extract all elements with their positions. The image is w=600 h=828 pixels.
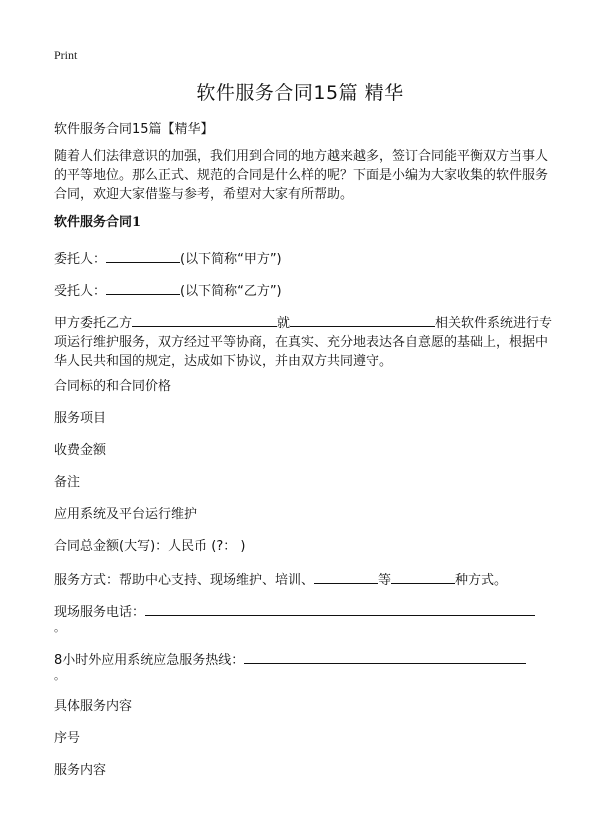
total-amount-line: 合同总金额(大写)：人民币 (?： ) (54, 539, 246, 554)
service-mode-text-2: 等 (378, 573, 392, 588)
service-mode-text-1: 服务方式：帮助中心支持、现场维护、培训、 (54, 573, 315, 588)
contractor-label: 受托人： (54, 284, 107, 299)
intro-paragraph: 随着人们法律意识的加强，我们用到合同的地方越来越多，签订合同能平衡双方当事人的平等地位。那么正式、规范的合同是什么样的呢？下面是小编为大家收集的软件服务合同，欢迎大家借鉴与参考，希望对大家有所帮助。 (54, 149, 549, 202)
fee-amount-line: 收费金额 (54, 443, 107, 458)
contractor-line (54, 280, 554, 301)
service-item-line: 服务项目 (54, 411, 107, 426)
client-label: 委托人： (54, 252, 107, 267)
client-suffix: (以下简称“甲方”) (180, 252, 282, 267)
service-mode-blank-2 (391, 569, 455, 584)
section-heading: 软件服务合同1 (54, 215, 142, 230)
service-mode-text-3: 种方式。 (455, 573, 508, 588)
onsite-phone-blank (145, 601, 535, 616)
client-blank (106, 248, 180, 263)
print-link[interactable]: Print (54, 48, 78, 62)
subject-price-line: 合同标的和合同价格 (54, 379, 172, 394)
contractor-blank (106, 280, 180, 295)
hotline-end: 。 (54, 669, 65, 682)
service-mode-line (54, 569, 554, 590)
agreement-blank-1 (132, 312, 277, 327)
page-title: 软件服务合同15篇 精华 (196, 82, 404, 104)
agreement-text-3: 相关软件系统进行专项运行维护服务，双方经过平等协商，在真实、充分地表达各自意愿的基础上，根据中华人民共和国的规定，达成如下协议，并由双方共同遵守。 (54, 316, 553, 369)
serial-no-line: 序号 (54, 731, 81, 746)
agreement-text-1: 甲方委托乙方 (54, 316, 133, 331)
service-content-line: 服务内容 (54, 763, 107, 778)
onsite-phone-label: 现场服务电话： (54, 605, 146, 620)
agreement-paragraph (54, 312, 554, 371)
onsite-phone-end: 。 (54, 621, 65, 634)
document-subtitle: 软件服务合同15篇【精华】 (54, 122, 214, 137)
hotline-blank (244, 649, 526, 664)
service-details-line: 具体服务内容 (54, 699, 133, 714)
contractor-suffix: (以下简称“乙方”) (180, 284, 282, 299)
ops-maintenance-line: 应用系统及平台运行维护 (54, 507, 198, 522)
service-mode-blank-1 (314, 569, 378, 584)
agreement-blank-2 (290, 312, 435, 327)
client-line (54, 248, 554, 269)
hotline-label: 8小时外应用系统应急服务热线： (54, 653, 245, 668)
remarks-line: 备注 (54, 475, 81, 490)
agreement-text-2: 就 (277, 316, 291, 331)
